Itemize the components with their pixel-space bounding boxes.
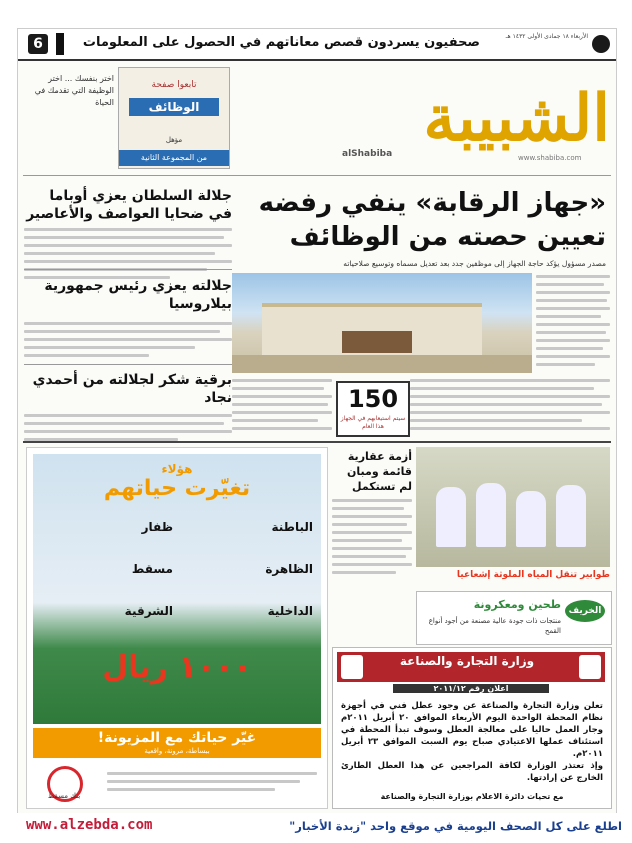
notice-sign: مع تحيات دائرة الاعلام بوزارة التجارة والصناعة [380, 792, 564, 801]
mid-story-2-headline: طوابير تنقل المياه الملوثة إشعاعيا [456, 570, 610, 580]
figure-shape [516, 491, 546, 547]
website: www.shabiba.com [518, 154, 582, 162]
ad-banner-text: غيّر حياتك مع المزيونة! [97, 730, 257, 746]
masthead-latin: alShabiba [342, 149, 393, 159]
main-headline-line2: تعيين حصته من الوظائف [289, 222, 606, 252]
stat-box [336, 381, 410, 437]
ministry-notice [332, 647, 612, 809]
ad-amount: ١٠٠٠ ريال [102, 650, 252, 685]
page-number-badge [56, 33, 64, 55]
figure-shape [476, 483, 506, 547]
top-headline: صحفيون يسردون قصص معاناتهم في الحصول على المعلومات [82, 35, 480, 50]
divider [24, 269, 232, 270]
food-ad-line1: طحين ومعكرونة [473, 598, 561, 611]
section-badge [592, 35, 610, 53]
notice-ref: اعلان رقم ٢٠١١/١٢ [393, 684, 549, 693]
food-ad-brand: الخريف [565, 600, 605, 622]
ad-region-2: ظفار [141, 520, 173, 534]
footer-caption: اطلع على كل الصحف اليومية في موقع واحد "زبدة الأخبار" [289, 819, 622, 833]
promo-note: مؤهل [165, 136, 183, 144]
figure-shape [436, 487, 466, 547]
ad-fineprint [107, 770, 317, 800]
side-story-3-headline: برقية شكر لجلالته من أحمدي نجاد [32, 372, 232, 406]
divider [24, 364, 232, 365]
promo-side-text: اختر بنفسك ... اختر الوظيفة التي تقدمك في الحياة [34, 74, 114, 107]
mid-story-1-headline: أزمة عقارية قائمة ومبان لم تستكمل [347, 450, 412, 493]
bank-ad [26, 447, 328, 809]
footer-banner [0, 813, 632, 843]
ad-brand: بنك مسقط [47, 792, 81, 800]
stat-number: 150 [347, 385, 399, 413]
ad-banner [33, 728, 321, 758]
notice-body2: وإذ تعتذر الوزارة لكافة المراجعين عن هذا العطل الطارئ الخارج عن إرادتها. [341, 761, 603, 783]
divider [23, 175, 611, 176]
footer-site[interactable]: www.alzebda.com [26, 817, 153, 833]
crowd-photo [416, 447, 610, 567]
newspaper-page [17, 28, 617, 815]
main-story-body [536, 273, 610, 373]
mid-story-1-body [332, 499, 412, 609]
ad-title: تغيّرت حياتهم [103, 476, 251, 501]
top-bar [18, 29, 616, 61]
main-subhead: مصدر مسؤول يؤكد حاجة الجهاز إلى موظفين جدد بعد تعديل مسماه وتوسيع صلاحياته [343, 259, 606, 268]
emblem-icon [341, 655, 363, 679]
main-story-column [232, 377, 332, 437]
ad-region-3: الظاهرة [265, 562, 313, 576]
promo-title: الوظائف [129, 98, 219, 116]
building-photo [232, 273, 532, 373]
promo-tagline: تابعوا صفحة [151, 80, 197, 90]
food-ad [416, 591, 612, 645]
promo-subtitle: من المجموعة الثانية [119, 150, 229, 166]
ad-banner-sub: ببساطة، مرونة، واقعية [144, 747, 210, 755]
main-headline-line1: «جهاز الرقابة» ينفي رفضه [258, 188, 606, 218]
ad-kicker: هؤلاء [161, 462, 193, 476]
ad-region-1: الباطنة [271, 520, 313, 534]
notice-ministry: وزارة التجارة والصناعة [399, 654, 535, 668]
ground-shape [232, 355, 532, 373]
page-number: 6 [28, 34, 48, 54]
section-divider [23, 441, 611, 443]
side-story-3-body [24, 411, 232, 451]
ad-region-5: الداخلية [267, 604, 313, 618]
masthead: الشبيبة [423, 81, 610, 156]
ad-region-4: مسقط [131, 562, 173, 576]
notice-body1: تعلن وزارة التجارة والصناعة عن وجود عطل فني في أجهزة نظام المحطة الواحدة اليوم الأربعاء الموافق ٢٠ أبريل ٢٠١١م وجار العمل حاليا على معالجة العطل وسوف تبدأ المحطة في استئناف عملها الاعتيادي صباح يوم السبت الموافق ٢٣ أبريل ٢٠١١م. [341, 701, 603, 759]
side-story-2-body [24, 319, 232, 363]
bank-ad-visual [33, 454, 321, 724]
side-story-2-headline: جلالته يعزي رئيس جمهورية بيلاروسيا [44, 278, 232, 312]
date-line: الأربعاء ١٨ جمادى الأولى ١٤٣٢ هـ [505, 33, 588, 40]
emblem-icon [579, 655, 601, 679]
figure-shape [556, 485, 586, 547]
side-story-1-headline: جلالة السلطان يعزي أوباما في ضحايا العواصف والأعاصير [26, 188, 232, 222]
gate-shape [342, 331, 412, 353]
main-story-column-2 [410, 377, 610, 437]
promo-box [118, 67, 230, 169]
food-ad-line2: منتجات ذات جودة عالية مصنعة من أجود أنواع القمح [428, 617, 561, 635]
ad-region-6: الشرقية [124, 604, 173, 618]
stat-caption: سيتم استيعابهم في الجهاز هذا العام [340, 415, 406, 430]
notice-header [337, 652, 605, 682]
